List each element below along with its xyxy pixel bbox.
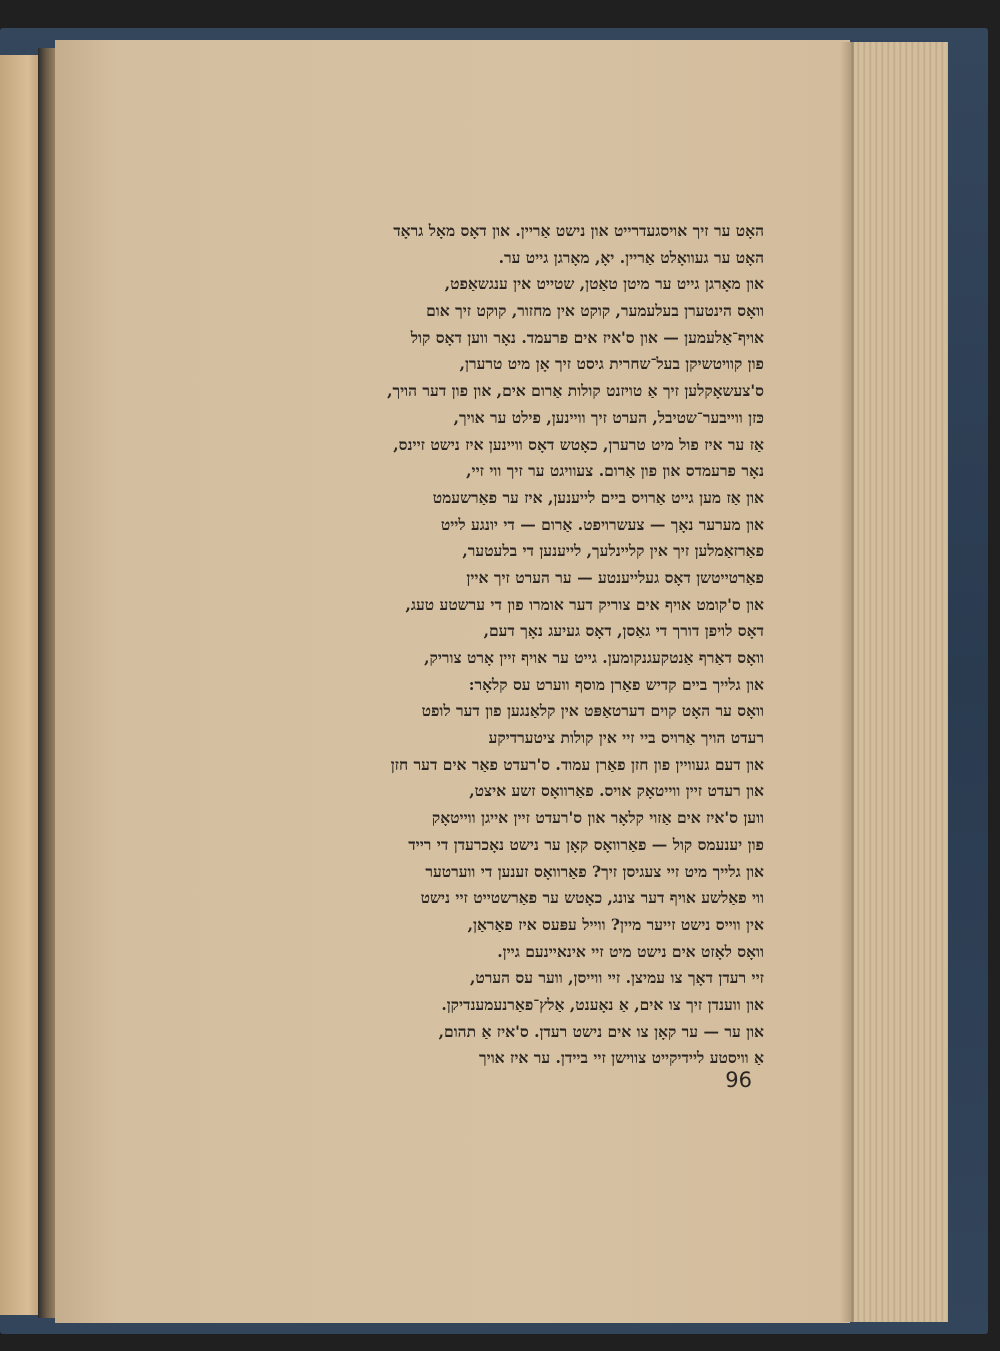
text-line: וואָס דאַרף אַנטקעגנקומען. גייט ער אויף זיין אָרט צוריק, <box>424 648 764 667</box>
text-line: אַז ער איז פול מיט טרערן, כאָטש דאָס וויינען איז נישט זיינס, <box>393 434 764 454</box>
text-line: און גלייך ביים קדיש פאַרן מוסף ווערט עס קלאָר: <box>468 674 764 694</box>
text-line: ס'צעשאָקלען זיך אַ טויזנט קולות אַרום אים, און פון דער הויך, <box>387 381 764 401</box>
text-line: און ווענדן זיך צו אים, אַ נאָענט, אַלץ־פאַרנעמענדיקן. <box>441 994 764 1014</box>
text-line: און אַז מען גייט אַרויס ביים לייענען, איז ער פאַרשעמט <box>432 487 764 507</box>
text-line: און דעם געוויין פון חזן פאַרן עמוד. ס'רעדט פאַר אים דער חזן <box>390 754 764 774</box>
text-line: און ס'קומט אויף אים צוריק דער אומרו פון די ערשטע טעג, <box>405 594 764 614</box>
text-line: אויף־אַלעמען — און ס'איז אים פרעמד. נאָר ווען דאָס קול <box>410 327 764 347</box>
text-line: רעדט הויך אַרויס ביי זיי אין קולות ציטערדיקע <box>488 728 764 748</box>
text-line: האָט ער זיך אויסגעדרייט און נישט אַריין. און דאָס מאָל גראָד <box>393 221 764 240</box>
text-line: אין ווייס נישט זייער מיין? ווייל עפּעס איז פאַראַן, <box>467 914 764 934</box>
text-line: זיי רעדן דאָך צו עמיצן. זיי ווייסן, ווער עס הערט, <box>469 968 764 988</box>
page-number: 96 <box>725 1068 752 1092</box>
text-line: פון יענעמס קול — פאַרוואָס קאָן ער נישט נאָכרעדן די רייד <box>408 834 764 854</box>
text-line: ווען ס'איז אים אַזוי קלאָר און ס'רעדט זיין אייגן ווייטאָק <box>431 808 764 828</box>
page-stack-edge <box>848 42 948 1322</box>
text-line: וואָס הינטערן בעלעמער, קוקט אין מחזור, קוקט זיך אום <box>426 301 764 321</box>
text-line: דאָס לויפן דורך די גאַסן, דאָס געיעג נאָך דעם, <box>483 621 764 641</box>
page-edge-shadow <box>840 42 854 1322</box>
text-line: וואָס לאָזט אים נישט מיט זיי אינאיינעם גיין. <box>497 941 764 961</box>
text-line: פאַרטייטשן דאָס געלייענטע — ער הערט זיך איין <box>466 567 764 587</box>
text-line: און מאָרגן גייט ער מיטן טאַטן, שטייט אין ענגשאַפט, <box>444 274 764 294</box>
text-line: כּזן ווייבער־שטיבל, הערט זיך וויינען, פילט ער אויך, <box>453 407 764 427</box>
text-line: פון קוויטשיקן בעל־שחרית גיסט זיך אָן מיט טרערן, <box>459 354 764 374</box>
text-line: וואָס ער האָט קוים דערטאַפּט אין קלאַנגען פון דער לופט <box>421 701 764 721</box>
text-line: פאַרזאַמלען זיך אין קליינלעך, לייענען די בלעטער, <box>462 541 764 561</box>
text-line: און רעדט זיין ווייטאָק אויס. פאַרוואָס זשע איצט, <box>469 781 764 801</box>
text-line: האָט ער געוואָלט אַריין. יאָ, מאָרגן גייט ער. <box>498 247 764 267</box>
page-text <box>212 218 764 1068</box>
text-line: און גלייך מיט זיי צעגיסן זיך? פאַרוואָס זענען די ווערטער <box>425 861 764 881</box>
text-line: און ער — ער קאָן צו אים נישט רעדן. ס'איז אַ תהום, <box>438 1021 764 1041</box>
text-line: אַ וויסטע ליידיקייט צווישן זיי ביידן. ער איז אויך <box>479 1048 764 1068</box>
left-page-edge <box>0 55 40 1315</box>
text-line: נאָר פרעמדס און פון אַרום. צעוויגט ער זיך ווי זיי, <box>466 461 764 481</box>
text-line: ווי פאַלשע אויף דער צונג, כאָטש ער פאַרשטייט זיי נישט <box>420 888 764 908</box>
text-line: און מערער נאָך — צעשרויפט. אַרום — די יונגע לייט <box>440 514 764 534</box>
